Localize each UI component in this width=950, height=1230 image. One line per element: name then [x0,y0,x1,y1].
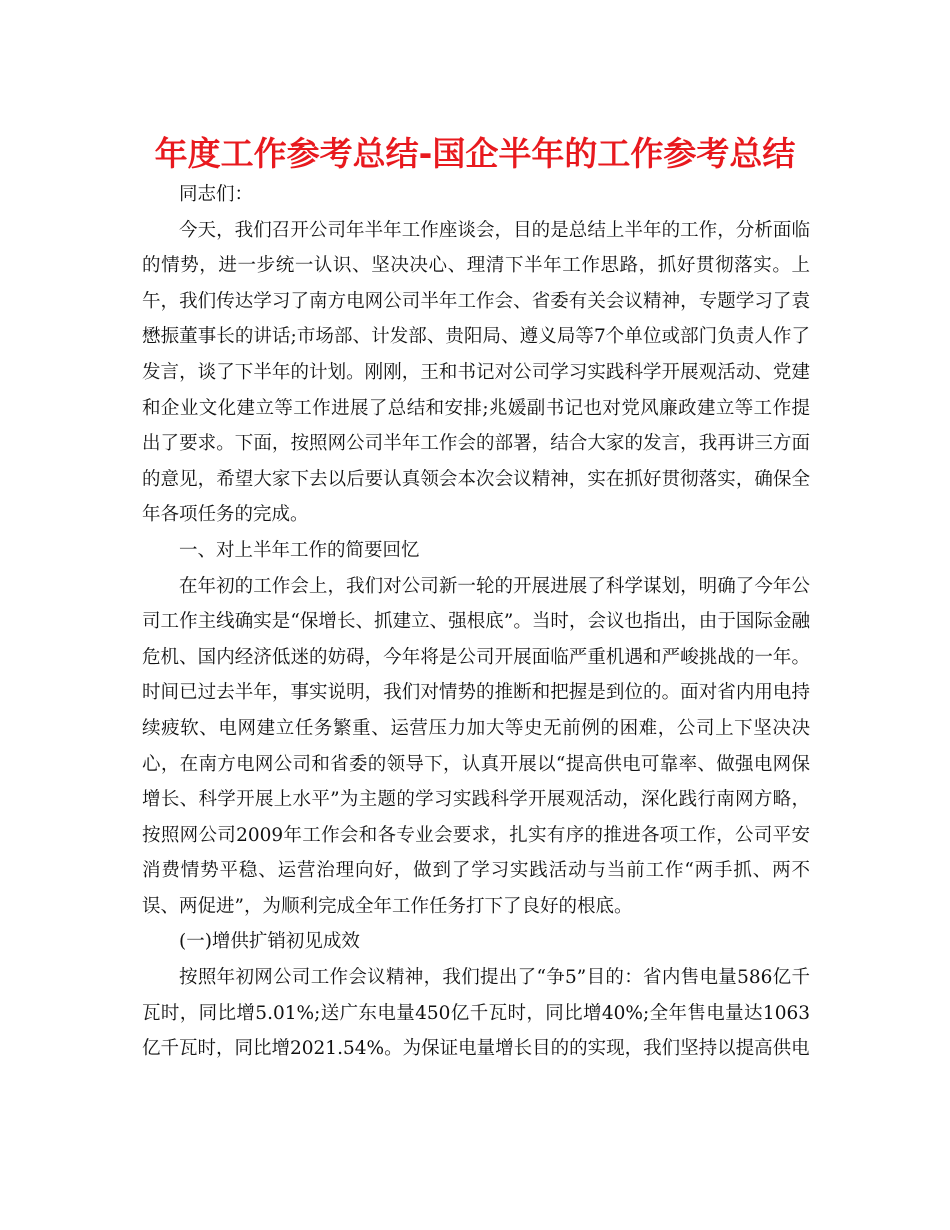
paragraph-opening: 今天，我们召开公司年半年工作座谈会，目的是总结上半年的工作，分析面临的情势，进一步统一认识、坚决决心、理清下半年工作思路，抓好贯彻落实。上午，我们传达学习了南方电网公司半年工作会、省委有关会议精神，专题学习了袁懋振董事长的讲话;市场部、计发部、贵阳局、遵义局等7个单位或部门负责人作了发言，谈了下半年的计划。刚刚，王和书记对公司学习实践科学开展观活动、党建和企业文化建立等工作进展了总结和安排;兆媛副书记也对党风廉政建立等工作提出了要求。下面，按照网公司半年工作会的部署，结合大家的发言，我再讲三方面的意见，希望大家下去以后要认真领会本次会议精神，实在抓好贯彻落实，确保全年各项任务的完成。 [142,219,810,526]
document-title: 年度工作参考总结-国企半年的工作参考总结 [154,134,796,173]
document-body [142,177,810,1067]
subsection-heading-sales: (一)增供扩销初见成效 [179,931,360,953]
section-heading-review: 一、对上半年工作的简要回忆 [179,539,420,561]
paragraph-sales: 按照年初网公司工作会议精神，我们提出了“争5”目的：省内售电量586亿千瓦时，同比增5.01%;送广东电量450亿千瓦时，同比增40%;全年售电量达1063亿千瓦时，同比增2021.54%。为保证电量增长目的的实现，我们坚持以提高供电 [142,967,810,1060]
paragraph-review: 在年初的工作会上，我们对公司新一轮的开展进展了科学谋划，明确了今年公司工作主线确实是“保增长、抓建立、强根底”。当时，会议也指出，由于国际金融危机、国内经济低迷的妨碍，今年将是公司开展面临严重机遇和严峻挑战的一年。时间已过去半年，事实说明，我们对情势的推断和把握是到位的。面对省内用电持续疲软、电网建立任务繁重、运营压力加大等史无前例的困难，公司上下坚决决心，在南方电网公司和省委的领导下，认真开展以“提高供电可靠率、做强电网保增长、科学开展上水平”为主题的学习实践科学开展观活动，深化践行南网方略，按照网公司2009年工作会和各专业会要求，扎实有序的推进各项工作，公司平安消费情势平稳、运营治理向好，做到了学习实践活动与当前工作“两手抓、两不误、两促进”，为顺利完成全年工作任务打下了良好的根底。 [142,575,810,917]
salutation: 同志们： [179,184,254,205]
